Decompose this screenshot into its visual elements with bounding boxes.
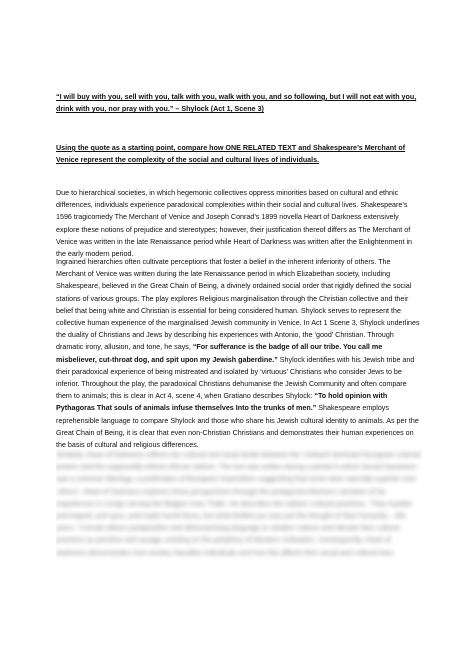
epigraph-quote: “I will buy with you, sell with you, talk with you, walk with you, and so following, but I will not eat with you, drink with you, nor pray with you.” – Shylock (Act 1, Scene 3) (56, 93, 417, 114)
blurred-preview-region (56, 449, 422, 649)
body-paragraph-1 (56, 256, 422, 451)
body-text-b: Shylock identifies with his Jewish tribe and their paradoxical experience of being mistreated and isolated by ‘virtuous’ Christians who consider Jews to be inferior. Throughout the play, the paradoxical Christians dehumanise the Jewish Community and often compare them to animals; this is clear in Act 4, scene 4, when Gratiano describes Shylock: (56, 355, 415, 401)
fade-overlay (56, 589, 422, 649)
body-text-c: Shakespeare employs reprehensible language to compare Shylock and those who share his Jewish cultural identity to animals. As per the Great Chain of Being, it is clear that even non-Christian Christians and demonstrates their human experiences on the basis of cultural and religious differences. (56, 404, 419, 450)
pythagoras-quote: “To hold opinion with Pythagoras That souls of animals infuse themselves Into the trunks of men.” (56, 392, 388, 413)
essay-question: Using the quote as a starting point, compare how ONE RELATED TEXT and Shakespeare’s Merchant of Venice represent the complexity of the social and cultural lives of individuals. (56, 144, 406, 165)
body-text-a: Ingrained hierarchies often cultivate perceptions that foster a belief in the inherent inferiority of others. The Merchant of Venice was written during the late Renaissance period in which Elizabethan society, including Shakespeare, believed in the Great Chain of Being, a divinely ordained social order that rigidly defined the social stations of various groups. The play explores Religious marginalisation through the Christian collective and their belief that being white and Christian is essential for being considered human. Shylock serves to represent the collective human experience of the marginalised Jewish community in Venice. In Act 1 Scene 3, Shylock underlines the duality of Christians and Jews by describing his experiences with Antonio, the ‘good’ Christian. Through dramatic irony, allusion, and tone, he says, (56, 258, 420, 352)
body-paragraph-2: Similarly, Heart of Darkness reflects the cultural and racial divide between the ‘civilised’ dominant European colonial powers and the supposedly inferior African natives. The text was written during a period in which Social Darwinism was a common ideology, a justification of European imperialism suggesting that some were naturally superior over ‘others’. Heart of Darkness explores those perspectives through the protagonist Marlow’s narration of his experiences in Congo serving the Belgian Ivory Trade. He describes the natives’ cultural practices, “They howled and leaped, and spun, and made horrid faces, but what thrilled you was just the thought of their humanity – like yours.” Conrad utilises juxtaposition and dehumanising language to weaken natives and elevate their cultural practices as primitive and savage, existing on the periphery of Western civilisation. Consequently, Heart of Darkness demonstrates how society classifies individuals and how this affects their social and cultural lives. (56, 451, 421, 557)
gaberdine-quote: “For sufferance is the badge of all our tribe. You call me misbeliever, cut-throat dog, and spit upon my Jewish gaberdine.” (56, 343, 383, 364)
introduction-paragraph: Due to hierarchical societies, in which hegemonic collectives oppress minorities based on cultural and ethnic differences, individuals experience paradoxical complexities within their social and cultural lives. Shakespeare’s 1596 tragicomedy The Merchant of Venice and Joseph Conrad’s 1899 novella Heart of Darkness extensively explore these notions of prejudice and stereotypes; however, their justification thereof differs as The Merchant of Venice was written in the late Renaissance period while Heart of Darkness was written after the Enlightenment in the early modern period. (56, 189, 413, 259)
